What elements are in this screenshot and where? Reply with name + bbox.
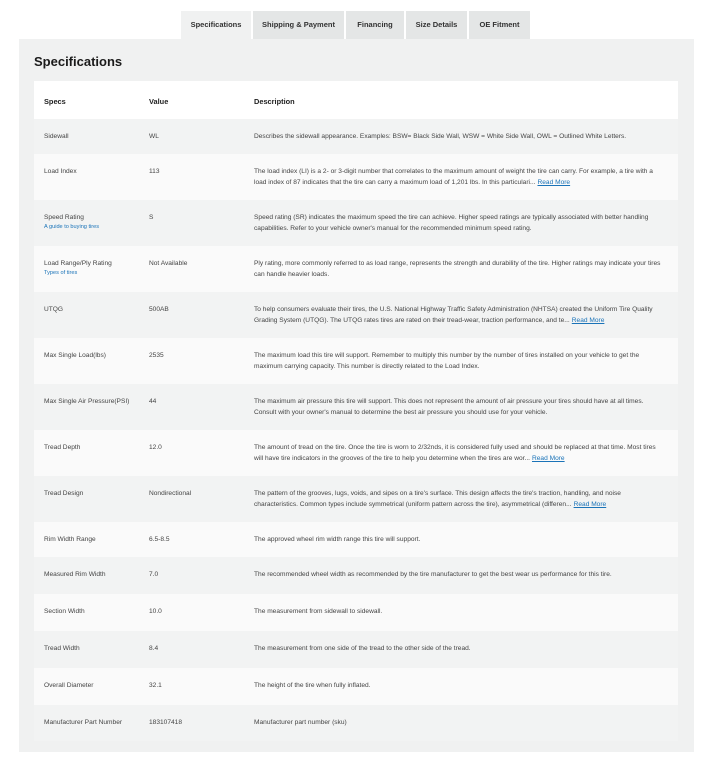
description-text: Describes the sidewall appearance. Examples: BSW= Black Side Wall, WSW = White Side Wall, OWL = Outlined White Letters. [254, 133, 627, 140]
spec-cell [44, 606, 144, 617]
value-cell: 2535 [149, 352, 164, 359]
description-cell [254, 166, 664, 188]
description-cell [254, 212, 664, 234]
header-description: Description [254, 97, 295, 106]
spec-label: Manufacturer Part Number [44, 719, 123, 726]
description-cell [254, 569, 664, 580]
description-cell [254, 680, 664, 691]
description-cell [254, 643, 664, 654]
description-text: Speed rating (SR) indicates the maximum speed the tire can achieve. Higher speed ratings are typically associated with better handling capabilities. Refer to your vehicle owner's manual for the recommended minimum speed rating. [254, 214, 649, 233]
spec-cell [44, 680, 144, 691]
tab-bar [181, 11, 530, 39]
description-cell [254, 488, 664, 510]
table-row [34, 292, 678, 338]
spec-label: Section Width [44, 608, 85, 615]
read-more-link[interactable]: Read More [571, 317, 605, 325]
description-cell [254, 304, 664, 326]
spec-label: Load Range/Ply Rating [44, 260, 112, 267]
description-cell [254, 258, 664, 280]
spec-cell [44, 396, 144, 407]
spec-help-link[interactable]: Types of tires [44, 270, 78, 277]
value-cell: 12.0 [149, 444, 162, 451]
tab-oe-fitment[interactable]: OE Fitment [469, 11, 530, 39]
spec-cell [44, 643, 144, 654]
value-cell: Not Available [149, 260, 188, 267]
description-cell [254, 131, 664, 142]
spec-cell [44, 304, 144, 315]
read-more-link[interactable]: Read More [573, 501, 607, 509]
spec-label: Tread Depth [44, 444, 81, 451]
description-cell [254, 442, 664, 464]
value-cell: 500AB [149, 306, 169, 313]
description-cell [254, 534, 664, 545]
spec-label: Speed Rating [44, 214, 84, 221]
description-text: The height of the tire when fully inflated. [254, 682, 371, 689]
spec-help-link[interactable]: A guide to buying tires [44, 224, 100, 231]
table-row [34, 705, 678, 741]
value-cell: 32.1 [149, 682, 162, 689]
description-text: To help consumers evaluate their tires, the U.S. National Highway Traffic Safety Administration (NHTSA) created the Uniform Tire Quality Grading System (UTQG). The UTQG rates tires are rated on their tread-wear, traction performance, and te... [254, 306, 653, 325]
table-row [34, 668, 678, 705]
description-text: The maximum air pressure this tire will support. This does not represent the amount of air pressure your tires should have at all times. Consult with your owner's manual to determine the best air pressure you should use for your vehicle. [254, 398, 644, 417]
tab-financing[interactable]: Financing [346, 11, 404, 39]
description-text: The measurement from sidewall to sidewall. [254, 608, 383, 615]
table-row [34, 476, 678, 522]
spec-cell [44, 258, 144, 277]
table-row [34, 594, 678, 631]
spec-label: Load Index [44, 168, 77, 175]
table-row [34, 119, 678, 154]
value-cell: 6.5-8.5 [149, 536, 170, 543]
value-cell: S [149, 214, 154, 221]
read-more-link[interactable]: Read More [537, 179, 571, 187]
value-cell: 183107418 [149, 719, 183, 726]
table-row [34, 522, 678, 557]
spec-cell [44, 212, 144, 231]
description-cell [254, 717, 664, 728]
value-cell: Nondirectional [149, 490, 192, 497]
description-text: The maximum load this tire will support. Remember to multiply this number by the number of tires installed on your vehicle to get the maximum carrying capacity. This number is directly related to the Load Index. [254, 352, 640, 371]
spec-label: Rim Width Range [44, 536, 96, 543]
value-cell: WL [149, 133, 159, 140]
description-text: The load index (LI) is a 2- or 3-digit number that correlates to the maximum amount of weight the tire can carry. For example, a tire with a load index of 87 indicates that the tire can carry a maximum load of 1,201 lbs. In this particulari... [254, 168, 653, 187]
panel-title: Specifications [34, 54, 123, 69]
description-text: The recommended wheel width as recommended by the tire manufacturer to get the best wear us performance for this tire. [254, 571, 612, 578]
description-text: The amount of tread on the tire. Once the tire is worn to 2/32nds, it is considered fully used and should be replaced at that time. Most tires will have tire indicators in the grooves of the tire to help you determine when the tires are wor... [254, 444, 656, 463]
spec-label: Overall Diameter [44, 682, 94, 689]
description-cell [254, 396, 664, 418]
table-row [34, 338, 678, 384]
description-text: Ply rating, more commonly referred to as load range, represents the strength and durability of the tire. Higher ratings may indicate your tires can handle heavier loads. [254, 260, 661, 279]
spec-label: Sidewall [44, 133, 69, 140]
specifications-panel [19, 39, 694, 752]
description-cell [254, 606, 664, 617]
spec-label: Max Single Load(lbs) [44, 352, 106, 359]
description-text: Manufacturer part number (sku) [254, 719, 347, 726]
spec-label: Max Single Air Pressure(PSI) [44, 398, 130, 405]
description-cell [254, 350, 664, 372]
description-text: The measurement from one side of the tread to the other side of the tread. [254, 645, 471, 652]
table-row [34, 557, 678, 594]
table-row [34, 384, 678, 430]
tab-specifications[interactable]: Specifications [181, 11, 251, 39]
spec-cell [44, 488, 144, 499]
header-specs: Specs [44, 97, 66, 106]
table-row [34, 200, 678, 246]
value-cell: 8.4 [149, 645, 159, 652]
spec-cell [44, 717, 144, 728]
description-text: The approved wheel rim width range this tire will support. [254, 536, 421, 543]
spec-cell [44, 166, 144, 177]
table-row [34, 246, 678, 292]
table-row [34, 631, 678, 668]
spec-cell [44, 534, 144, 545]
spec-label: Measured Rim Width [44, 571, 106, 578]
spec-cell [44, 350, 144, 361]
spec-cell [44, 131, 144, 142]
table-row [34, 430, 678, 476]
spec-label: UTQG [44, 306, 64, 313]
description-text: The pattern of the grooves, lugs, voids, and sipes on a tire's surface. This design affects the tire's traction, handling, and noise characteristics. Common types include symmetrical (uniform pattern across the tire), asymmetrical (differen... [254, 490, 621, 509]
header-value: Value [149, 97, 169, 106]
read-more-link[interactable]: Read More [531, 455, 565, 463]
tab-shipping-payment[interactable]: Shipping & Payment [253, 11, 344, 39]
spec-label: Tread Design [44, 490, 84, 497]
spec-cell [44, 569, 144, 580]
spec-cell [44, 442, 144, 453]
table-header [34, 81, 678, 119]
tab-size-details[interactable]: Size Details [406, 11, 467, 39]
value-cell: 44 [149, 398, 157, 405]
value-cell: 10.0 [149, 608, 162, 615]
specs-table [34, 81, 678, 741]
table-row [34, 154, 678, 200]
value-cell: 7.0 [149, 571, 159, 578]
value-cell: 113 [149, 168, 160, 175]
spec-label: Tread Width [44, 645, 80, 652]
